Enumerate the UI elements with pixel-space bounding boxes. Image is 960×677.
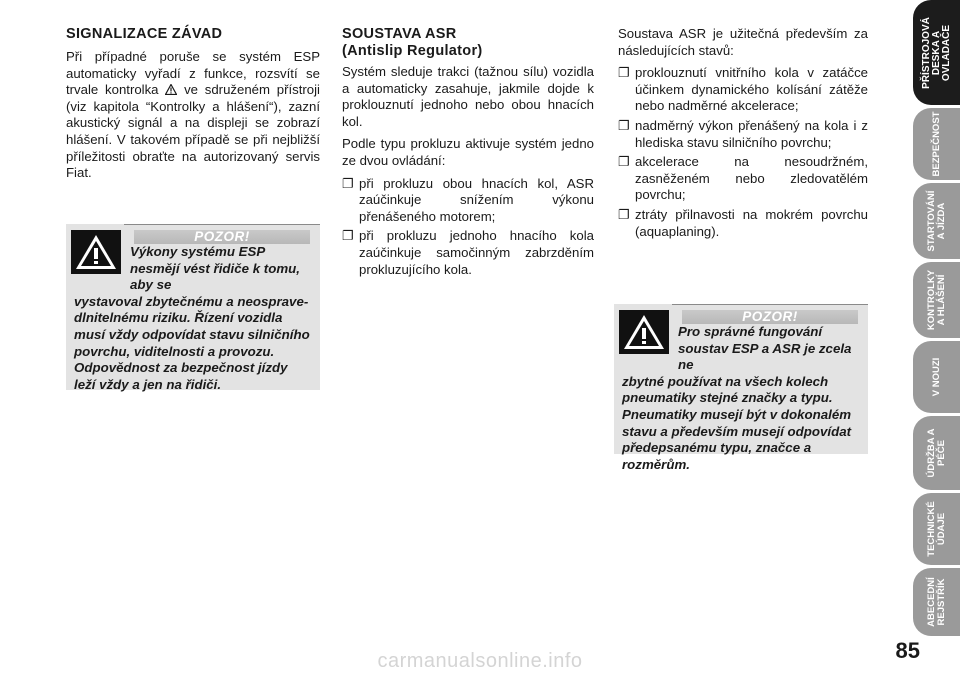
checkbox-bullet-icon: ❐ (618, 117, 630, 133)
warning-text (74, 244, 312, 393)
warning-text-first: Výkony systému ESP nesmějí vést řidiče k tomu, aby se (130, 244, 300, 293)
warning-box-esp (66, 224, 320, 390)
list-item: ❐ ztráty přilnavosti na mokrém povrchu (aquaplaning). (618, 206, 868, 239)
tab-abecedni-rejstrik[interactable]: ABECEDNÍ REJSTŘÍK (913, 568, 960, 636)
section-heading-asr (342, 26, 594, 60)
column-asr-usage (618, 26, 868, 243)
list-item: ❐ proklouznutí vnitřního kola v zatáčce účinkem dynamického kolísání zátěže nebo nadměrné akcelerace; (618, 65, 868, 114)
tab-technicke-udaje[interactable]: TECHNICKÉ ÚDAJE (913, 493, 960, 565)
page-number: 85 (895, 638, 920, 663)
column-signalizace (66, 26, 320, 188)
signalizace-text-b: ve sdruženém přístroji (viz kapitola “Kontrolky a hlášení“), zazní akustický signál a na displeji se zobrazí hlášení. V takovém případě se při nejbližší příležitosti obraťte na autorizovaný servis Fiat. (66, 82, 320, 181)
checkbox-bullet-icon: ❐ (618, 206, 630, 222)
asr-usage-list (618, 65, 868, 240)
checkbox-bullet-icon: ❐ (618, 65, 630, 81)
signalizace-paragraph (66, 49, 320, 182)
signalizace-text-a: Při případné poruše se systém ESP automaticky vyřadí z funkce, rozsvítí se trvale kontrolka (66, 49, 320, 98)
asr-heading-line2: (Antislip Regulator) (342, 43, 483, 59)
list-item: ❐ při prokluzu obou hnacích kol, ASR zaúčinkuje snížením výkonu přenášeného motorem; (342, 175, 594, 224)
tab-startovani[interactable]: STARTOVÁNÍ A JÍZDA (913, 183, 960, 259)
asr-usage-intro: Soustava ASR je užitečná především za následujících stavů: (618, 26, 868, 58)
tab-pristrojova-deska[interactable]: PŘÍSTROJOVÁ DESKA A OVLADAČE (913, 0, 960, 105)
chapter-tabs (913, 0, 960, 677)
list-item: ❐ při prokluzu jednoho hnacího kola zaúčinkuje samočinným zabrzděním prokluzujícího kola. (342, 228, 594, 277)
warning-text-rest: vystavoval zbytečnému a neospravedlnitelnému riziku. Řízení vozidla musí vždy odpovídat stavu silničního povrchu, viditelnosti a provozu. Odpovědnost za bezpečnost jízdy leží vždy a jen na řidiči. (74, 293, 310, 392)
checkbox-bullet-icon: ❐ (618, 154, 630, 170)
watermark: carmanualsonline.info (377, 650, 583, 672)
asr-list (342, 176, 594, 279)
warning-text-rest: zbytné používat na všech kolech pneumatiky stejné značky a typu. Pneumatiky musejí být v dokonalém stavu a především musejí odpovídat předepsanému typu, značce a rozměrům. (622, 373, 852, 472)
tab-bezpecnost[interactable]: BEZPEČNOST (913, 108, 960, 180)
warning-text (622, 324, 860, 473)
asr-paragraph-2: Podle typu prokluzu aktivuje systém jedno ze dvou ovládání: (342, 136, 594, 168)
warning-triangle-icon (165, 84, 177, 95)
warning-label: POZOR! (134, 230, 310, 244)
warning-text-first: Pro správné fungování soustav ESP a ASR je zcela ne (678, 324, 852, 373)
checkbox-bullet-icon: ❐ (342, 228, 354, 244)
tab-kontrolky[interactable]: KONTROLKY A HLÁŠENÍ (913, 262, 960, 338)
list-item: ❐ nadměrný výkon přenášený na kola i z hlediska stavu silničního povrchu; (618, 117, 868, 150)
asr-paragraph-1: Systém sleduje trakci (tažnou sílu) vozidla a automaticky zasahuje, jakmile dojde k proklouznutí jednoho nebo obou hnacích kol. (342, 64, 594, 129)
list-item: ❐ akcelerace na nesoudržném, zasněženém nebo zledovatělém povrchu; (618, 154, 868, 203)
section-heading-signalizace: SIGNALIZACE ZÁVAD (66, 26, 223, 42)
tab-v-nouzi[interactable]: V NOUZI (913, 341, 960, 413)
warning-label: POZOR! (682, 310, 858, 324)
warning-box-tyres (614, 304, 868, 472)
warning-header (124, 224, 320, 245)
checkbox-bullet-icon: ❐ (342, 175, 354, 191)
warning-header (672, 304, 868, 325)
asr-heading-line1: SOUSTAVA ASR (342, 26, 457, 42)
column-asr (342, 26, 594, 281)
tab-udrzba[interactable]: ÚDRŽBA A PÉČE (913, 416, 960, 490)
